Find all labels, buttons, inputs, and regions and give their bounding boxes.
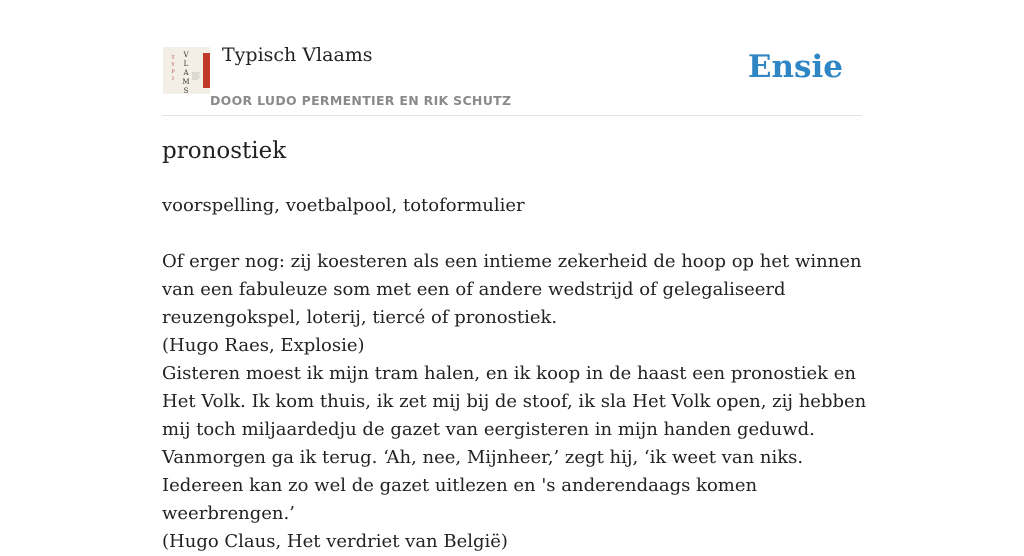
cover-letter: S <box>183 87 189 95</box>
cover-letter: T <box>171 55 175 61</box>
cover-letter: M <box>182 78 190 86</box>
cover-letter: I <box>172 76 174 82</box>
entry-quote: Gisteren moest ik mijn tram halen, en ik koop in de haast een pronostiek en Het Volk. Ik kom thuis, ik zet mij bij de stoof, ik sla Het Volk open, zij hebben mij toch miljaardedju de gazet van eergisteren in mijn handen geduwd. Vanmorgen ga ik terug. ‘Ah, nee, Mijnheer,’ zegt hij, ‘ik weet van niks. Iedereen kan zo wel de gazet uitlezen en 's anderendaags komen weerbrengen.’ <box>162 363 867 524</box>
content-container <box>162 0 867 552</box>
ensie-logo-link[interactable]: Ensie <box>747 49 843 85</box>
cover-letter: Y <box>171 62 175 68</box>
quote-source: (Hugo Raes, Explosie) <box>162 335 365 356</box>
entry-quote: Of erger nog: zij koesteren als een intieme zekerheid de hoop op het winnen van een fabuleuze som met een of andere wedstrijd of gelegaliseerd reuzengokspel, loterij, tiercé of pronostiek. <box>162 251 862 328</box>
cover-letter: L <box>183 60 189 68</box>
quote-source: (Hugo Claus, Het verdriet van België) <box>162 531 508 552</box>
typisch-vlaams-book-cover-icon[interactable] <box>163 47 210 94</box>
entry-title: pronostiek <box>162 138 287 164</box>
entry-definition: voorspelling, voetbalpool, totoformulier <box>162 195 525 216</box>
source-authors: DOOR LUDO PERMENTIER EN RIK SCHUTZ <box>210 93 512 108</box>
paragraph-gap <box>162 220 867 248</box>
entry-body <box>162 192 867 556</box>
source-title[interactable]: Typisch Vlaams <box>222 44 373 66</box>
cover-letter: P <box>171 69 175 75</box>
cover-letter: A <box>183 69 189 77</box>
book-cover-graphic <box>163 47 210 94</box>
cover-letter: V <box>183 51 189 59</box>
source-header <box>162 0 862 116</box>
